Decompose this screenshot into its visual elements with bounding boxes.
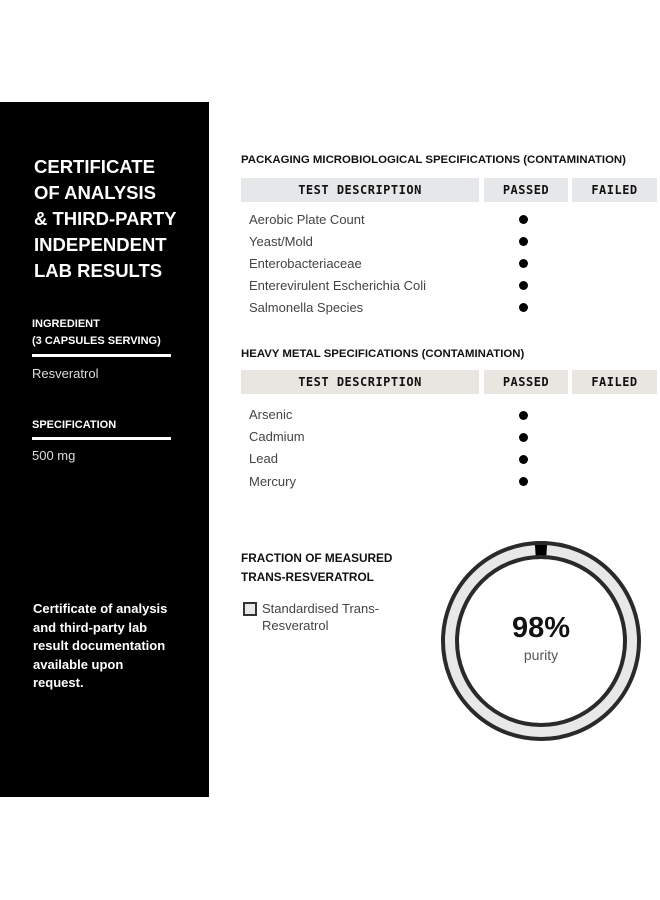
specification-value: 500 mg	[32, 448, 76, 463]
ingredient-value: Resveratrol	[32, 366, 99, 381]
ingredient-label	[32, 316, 161, 350]
passed-dot	[519, 433, 528, 442]
passed-dot	[519, 411, 528, 420]
metal-header-test-description: TEST DESCRIPTION	[241, 370, 479, 394]
documentation-note	[33, 600, 193, 693]
passed-dot	[519, 259, 528, 268]
micro-header-failed: FAILED	[572, 178, 657, 202]
ingredient-label-line: (3 CAPSULES SERVING)	[32, 335, 161, 347]
specification-label: SPECIFICATION	[32, 419, 117, 431]
passed-dot	[519, 215, 528, 224]
passed-dot	[519, 477, 528, 486]
purity-percent: 98%	[511, 612, 571, 644]
ingredient-divider	[32, 354, 171, 357]
fraction-title-line: FRACTION OF MEASURED	[241, 551, 393, 565]
microbiological-title: PACKAGING MICROBIOLOGICAL SPECIFICATIONS (CONTAMINATION)	[241, 154, 626, 166]
passed-dot	[519, 237, 528, 246]
metal-header-passed: PASSED	[484, 370, 568, 394]
note-line: available upon	[33, 656, 124, 672]
micro-header-passed: PASSED	[484, 178, 568, 202]
metal-test-label: Arsenic	[249, 407, 293, 422]
note-line: request.	[33, 675, 84, 690]
sidebar	[0, 102, 209, 797]
note-line: Certificate of analysis	[33, 601, 168, 616]
fraction-title-line: TRANS-RESVERATROL	[241, 570, 374, 584]
title-line: OF ANALYSIS	[34, 182, 156, 203]
purity-label: purity	[523, 647, 559, 663]
passed-dot	[519, 455, 528, 464]
heavy-metal-title: HEAVY METAL SPECIFICATIONS (CONTAMINATION)	[241, 348, 525, 360]
title-line: LAB RESULTS	[34, 260, 163, 281]
metal-test-label: Cadmium	[249, 429, 305, 444]
note-line: result documentation	[33, 638, 166, 653]
passed-dot	[519, 303, 528, 312]
micro-test-label: Enterevirulent Escherichia Coli	[249, 278, 427, 293]
legend-label-line: Resveratrol	[262, 618, 329, 633]
title-line: INDEPENDENT	[34, 234, 167, 255]
metal-test-label: Lead	[249, 451, 278, 466]
fraction-title	[241, 549, 421, 587]
legend-swatch	[243, 602, 257, 616]
title-line: & THIRD-PARTY	[34, 208, 177, 229]
micro-test-label: Enterobacteriaceae	[249, 256, 362, 271]
legend-label-line: Standardised Trans-	[262, 601, 380, 616]
micro-test-label: Aerobic Plate Count	[249, 212, 365, 227]
micro-header-test-description: TEST DESCRIPTION	[241, 178, 479, 202]
title-line: CERTIFICATE	[34, 156, 155, 177]
micro-test-label: Salmonella Species	[249, 300, 364, 315]
legend-label	[262, 600, 412, 634]
micro-test-label: Yeast/Mold	[249, 234, 313, 249]
note-line: and third-party lab	[33, 619, 148, 635]
passed-dot	[519, 281, 528, 290]
metal-test-label: Mercury	[249, 474, 296, 489]
specification-divider	[32, 437, 171, 440]
certificate-title	[34, 154, 204, 284]
metal-header-failed: FAILED	[572, 370, 657, 394]
ingredient-label-line: INGREDIENT	[32, 318, 100, 330]
